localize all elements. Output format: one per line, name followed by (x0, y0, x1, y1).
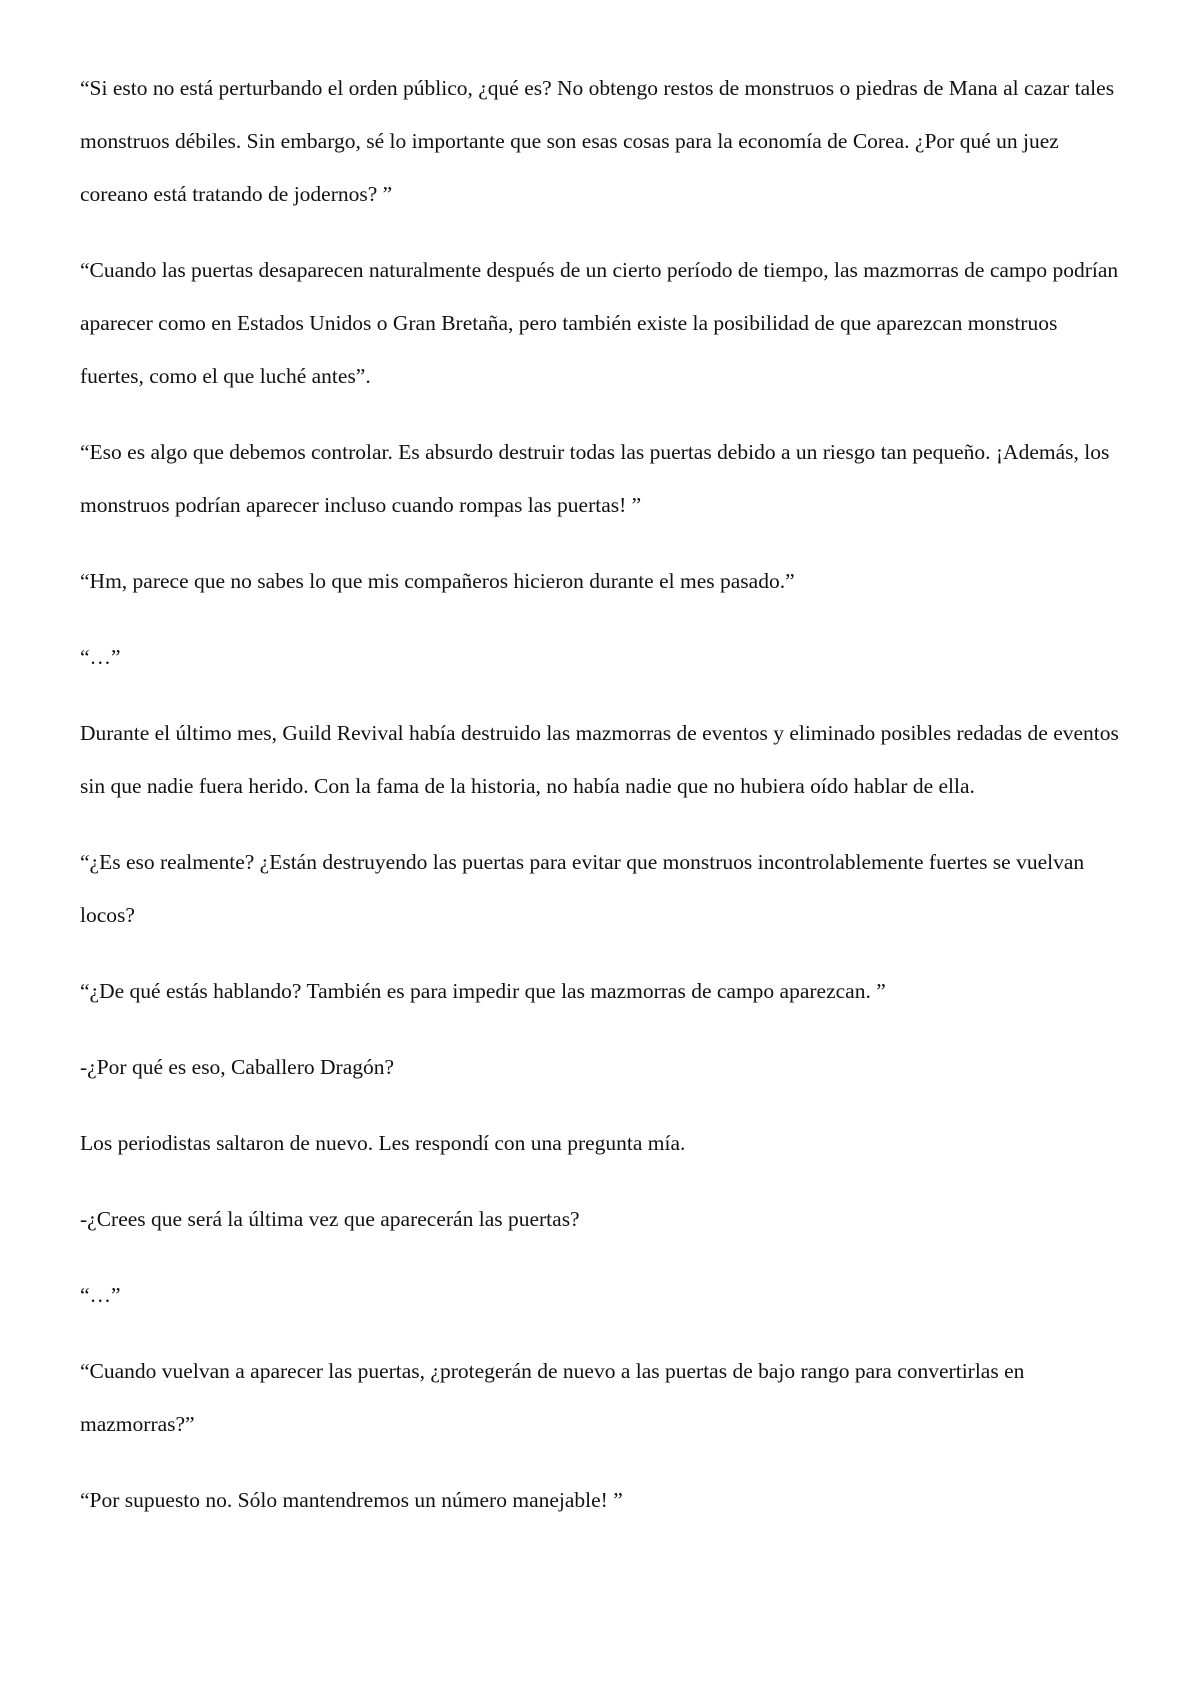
paragraph: “Eso es algo que debemos controlar. Es absurdo destruir todas las puertas debido a un riesgo tan pequeño. ¡Además, los monstruos podrían aparecer incluso cuando rompas las puertas! ” (80, 440, 1110, 517)
paragraph: “Cuando las puertas desaparecen naturalmente después de un cierto período de tiempo, las mazmorras de campo podrían aparecer como en Estados Unidos o Gran Bretaña, pero también existe la posibilidad de que aparezcan monstruos fuertes, como el que luché antes”. (80, 258, 1119, 388)
paragraph: “…” (80, 1283, 121, 1307)
paragraph: “¿De qué estás hablando? También es para impedir que las mazmorras de campo aparezcan. ” (80, 979, 886, 1003)
paragraph: “¿Es eso realmente? ¿Están destruyendo las puertas para evitar que monstruos incontrolablemente fuertes se vuelvan locos? (80, 850, 1085, 927)
paragraph: “…” (80, 645, 121, 669)
paragraph: Los periodistas saltaron de nuevo. Les respondí con una pregunta mía. (80, 1131, 686, 1155)
paragraph: Durante el último mes, Guild Revival había destruido las mazmorras de eventos y eliminado posibles redadas de eventos sin que nadie fuera herido. Con la fama de la historia, no había nadie que no hubiera oído hablar de ella. (80, 721, 1119, 798)
document-page (80, 62, 1120, 1550)
paragraph: -¿Por qué es eso, Caballero Dragón? (80, 1055, 395, 1079)
paragraph: “Si esto no está perturbando el orden público, ¿qué es? No obtengo restos de monstruos o piedras de Mana al cazar tales monstruos débiles. Sin embargo, sé lo importante que son esas cosas para la economía de Corea. ¿Por qué un juez coreano está tratando de jodernos? ” (80, 76, 1115, 206)
paragraph: “Hm, parece que no sabes lo que mis compañeros hicieron durante el mes pasado.” (80, 569, 795, 593)
paragraph: “Por supuesto no. Sólo mantendremos un número manejable! ” (80, 1488, 623, 1512)
paragraph: “Cuando vuelvan a aparecer las puertas, ¿protegerán de nuevo a las puertas de bajo rango para convertirlas en mazmorras?” (80, 1359, 1025, 1436)
paragraph: -¿Crees que será la última vez que aparecerán las puertas? (80, 1207, 580, 1231)
